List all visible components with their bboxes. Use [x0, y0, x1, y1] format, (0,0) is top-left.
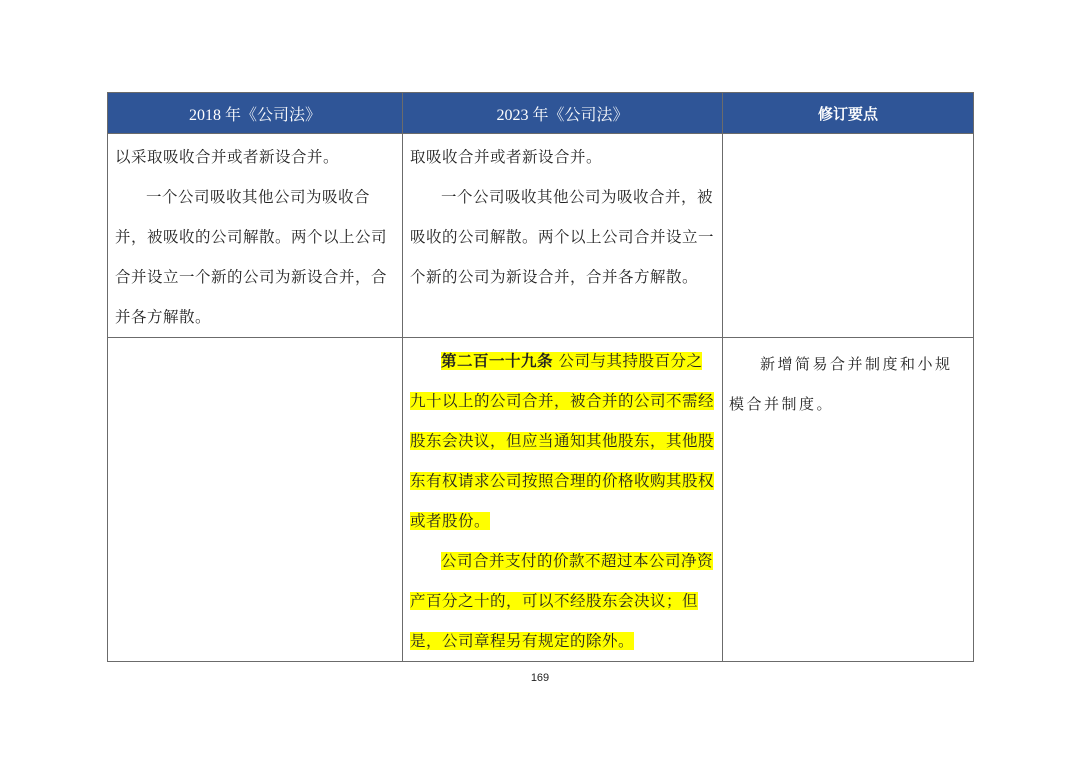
- table-row: [108, 338, 974, 662]
- header-2023-law: 2023 年《公司法》: [403, 93, 723, 134]
- text-2018-p1: 以采取吸收合并或者新设合并。: [115, 148, 340, 166]
- article-219-body: 公司与其持股百分之九十以上的公司合并，被合并的公司不需经股东会决议，但应当通知其他股东，其他股东有权请求公司按照合理的价格收购其股权或者股份。: [410, 352, 715, 530]
- header-revision-points: 修订要点: [723, 93, 974, 134]
- revision-note-text: 新增简易合并制度和小规模合并制度。: [729, 355, 953, 413]
- cell-2023-article-219: [403, 338, 723, 662]
- cell-2023-merger: [403, 134, 723, 338]
- table-header-row: [108, 93, 974, 134]
- article-219-p2: 公司合并支付的价款不超过本公司净资产百分之十的，可以不经股东会决议；但是，公司章程另有规定的除外。: [410, 552, 714, 650]
- law-comparison-table: [107, 92, 974, 662]
- cell-revision-empty: [723, 134, 974, 338]
- cell-revision-note: [723, 338, 974, 662]
- page-number: 169: [530, 672, 550, 684]
- text-2023-p1: 取吸收合并或者新设合并。: [410, 148, 603, 166]
- text-2018-p2: 一个公司吸收其他公司为吸收合并，被吸收的公司解散。两个以上公司合并设立一个新的公司为新设合并，合并各方解散。: [115, 188, 388, 326]
- cell-2018-empty: [108, 338, 403, 662]
- article-219-title: 第二百一十九条: [441, 352, 554, 370]
- cell-2018-merger: [108, 134, 403, 338]
- header-2018-law: 2018 年《公司法》: [108, 93, 403, 134]
- table-row: [108, 134, 974, 338]
- text-2023-p2: 一个公司吸收其他公司为吸收合并，被吸收的公司解散。两个以上公司合并设立一个新的公司为新设合并，合并各方解散。: [410, 188, 715, 286]
